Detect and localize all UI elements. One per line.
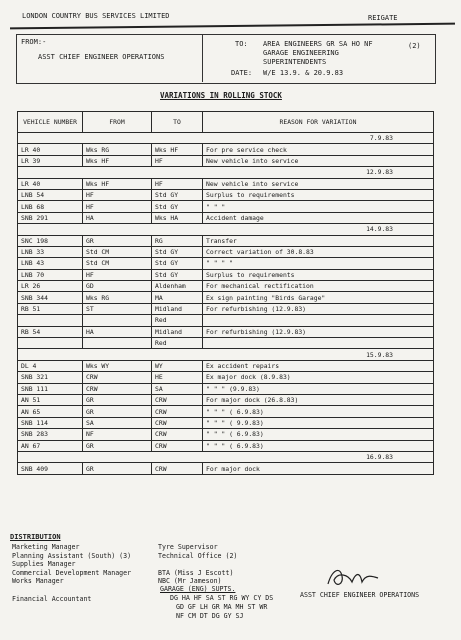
- to-cell: CRW: [152, 440, 203, 451]
- table-row: [18, 201, 434, 212]
- from-cell: HA: [83, 212, 152, 223]
- reason-cell: " " " ( 6.9.83): [203, 406, 434, 417]
- address-box-divider: [202, 34, 203, 82]
- to-line-1: AREA ENGINEERS GR SA HO NF: [263, 40, 373, 48]
- table-row: [18, 394, 434, 405]
- from-cell: [83, 338, 152, 349]
- table-header-row: [18, 112, 434, 133]
- from-cell: ST: [83, 303, 152, 314]
- table-body: [18, 133, 434, 475]
- variations-table: [17, 111, 434, 475]
- reason-cell: " " " ": [203, 258, 434, 269]
- from-cell: GR: [83, 463, 152, 474]
- reason-cell: Ex major dock (8.9.83): [203, 372, 434, 383]
- reason-cell: Surplus to requirements: [203, 269, 434, 280]
- reason-cell: " " " ( 9.9.83): [203, 417, 434, 428]
- reason-cell: For refurbishing (12.9.83): [203, 303, 434, 314]
- reason-cell: [203, 315, 434, 326]
- vehicle-cell: SNC 198: [18, 235, 83, 246]
- from-label: FROM:-: [21, 38, 47, 46]
- date-row: [18, 451, 434, 462]
- table-row: [18, 269, 434, 280]
- to-cell: WY: [152, 360, 203, 371]
- vehicle-cell: LR 40: [18, 178, 83, 189]
- to-cell: CRW: [152, 463, 203, 474]
- date-label: DATE:: [231, 69, 253, 77]
- from-cell: HF: [83, 201, 152, 212]
- distribution-item: Planning Assistant (South) (3): [12, 551, 132, 560]
- vehicle-cell: RB 54: [18, 326, 83, 337]
- to-cell: Wks HF: [152, 144, 203, 155]
- header-to: TO: [152, 112, 203, 133]
- to-cell: Std GY: [152, 258, 203, 269]
- vehicle-cell: LR 26: [18, 281, 83, 292]
- table-row: [18, 338, 434, 349]
- distribution-item: NBC (Mr Jameson): [158, 577, 222, 586]
- to-cell: RG: [152, 235, 203, 246]
- date-row: [18, 224, 434, 235]
- vehicle-cell: LR 40: [18, 144, 83, 155]
- table-row: [18, 258, 434, 269]
- from-cell: HA: [83, 326, 152, 337]
- reason-cell: " " " ( 6.9.83): [203, 440, 434, 451]
- from-cell: Std CM: [83, 258, 152, 269]
- from-cell: HF: [83, 189, 152, 200]
- to-cell: Std GY: [152, 201, 203, 212]
- table-row: [18, 144, 434, 155]
- to-line-2: GARAGE ENGINEERING: [263, 49, 339, 57]
- vehicle-cell: SNB 291: [18, 212, 83, 223]
- table-row: [18, 246, 434, 257]
- from-cell: Wks HF: [83, 178, 152, 189]
- vehicle-cell: DL 4: [18, 360, 83, 371]
- reason-cell: Ex accident repairs: [203, 360, 434, 371]
- handwritten-signature: [322, 562, 382, 592]
- date-cell: 14.9.83: [18, 224, 434, 235]
- distribution-item: Works Manager: [12, 577, 64, 586]
- header-from: FROM: [83, 112, 152, 133]
- distribution-item: Tyre Supervisor: [158, 543, 218, 551]
- table-row: [18, 155, 434, 166]
- table-row: [18, 440, 434, 451]
- reason-cell: New vehicle into service: [203, 155, 434, 166]
- vehicle-cell: AN 65: [18, 406, 83, 417]
- distribution-item: Commercial Development Manager: [12, 568, 132, 577]
- signatory-title: ASST CHIEF ENGINEER OPERATIONS: [300, 591, 420, 599]
- reason-cell: New vehicle into service: [203, 178, 434, 189]
- table-row: [18, 281, 434, 292]
- to-cell: CRW: [152, 417, 203, 428]
- to-cell: CRW: [152, 429, 203, 440]
- vehicle-cell: SNB 283: [18, 429, 83, 440]
- date-cell: 15.9.83: [18, 349, 434, 360]
- date-row: [18, 349, 434, 360]
- to-cell: Wks HA: [152, 212, 203, 223]
- date-row: [18, 133, 434, 144]
- reason-cell: Correct variation of 30.8.83: [203, 246, 434, 257]
- organisation-name: LONDON COUNTRY BUS SERVICES LIMITED: [22, 12, 170, 20]
- from-cell: GR: [83, 235, 152, 246]
- to-cell: CRW: [152, 406, 203, 417]
- from-cell: Wks RG: [83, 292, 152, 303]
- reason-cell: " " " ( 6.9.83): [203, 429, 434, 440]
- table-row: [18, 189, 434, 200]
- reason-cell: For refurbishing (12.9.83): [203, 326, 434, 337]
- to-cell: HE: [152, 372, 203, 383]
- vehicle-cell: AN 51: [18, 394, 83, 405]
- distribution-item: BTA (Miss J Escott): [158, 568, 234, 577]
- vehicle-cell: SNB 114: [18, 417, 83, 428]
- date-value: W/E 13.9. & 20.9.83: [263, 69, 344, 77]
- table-row: [18, 360, 434, 371]
- to-cell: Red: [152, 338, 203, 349]
- vehicle-cell: SNB 321: [18, 372, 83, 383]
- table-row: [18, 212, 434, 223]
- vehicle-cell: SNB 111: [18, 383, 83, 394]
- document-title: VARIATIONS IN ROLLING STOCK: [160, 91, 282, 100]
- vehicle-cell: LNB 68: [18, 201, 83, 212]
- from-cell: CRW: [83, 372, 152, 383]
- to-cell: Std GY: [152, 269, 203, 280]
- header-vehicle: VEHICLE NUMBER: [18, 112, 83, 133]
- to-cell: Red: [152, 315, 203, 326]
- vehicle-cell: RB 51: [18, 303, 83, 314]
- to-cell: CRW: [152, 394, 203, 405]
- from-cell: [83, 315, 152, 326]
- to-cell: HF: [152, 155, 203, 166]
- vehicle-cell: LNB 70: [18, 269, 83, 280]
- vehicle-cell: SNB 344: [18, 292, 83, 303]
- vehicle-cell: LNB 33: [18, 246, 83, 257]
- reason-cell: Surplus to requirements: [203, 189, 434, 200]
- table-row: [18, 383, 434, 394]
- from-cell: Wks HF: [83, 155, 152, 166]
- header-rule: [10, 23, 455, 29]
- distribution-title: DISTRIBUTION: [10, 533, 61, 541]
- from-cell: NF: [83, 429, 152, 440]
- reason-cell: For pre service check: [203, 144, 434, 155]
- from-cell: Wks WY: [83, 360, 152, 371]
- reason-cell: For major dock (26.8.83): [203, 394, 434, 405]
- to-cell: SA: [152, 383, 203, 394]
- reason-cell: Ex sign painting "Birds Garage": [203, 292, 434, 303]
- table-row: [18, 406, 434, 417]
- table-row: [18, 292, 434, 303]
- table-row: [18, 303, 434, 314]
- vehicle-cell: LNB 54: [18, 189, 83, 200]
- reason-cell: " " ": [203, 201, 434, 212]
- reason-cell: [203, 338, 434, 349]
- vehicle-cell: LNB 43: [18, 258, 83, 269]
- reason-cell: Accident damage: [203, 212, 434, 223]
- from-cell: GR: [83, 394, 152, 405]
- date-cell: 7.9.83: [18, 133, 434, 144]
- vehicle-cell: AN 67: [18, 440, 83, 451]
- from-cell: GR: [83, 440, 152, 451]
- to-cell: HF: [152, 178, 203, 189]
- table-row: [18, 235, 434, 246]
- distribution-item: Supplies Manager: [12, 560, 76, 569]
- from-cell: GD: [83, 281, 152, 292]
- table-row: [18, 372, 434, 383]
- date-cell: 16.9.83: [18, 451, 434, 462]
- reason-cell: " " " (9.9.83): [203, 383, 434, 394]
- from-cell: GR: [83, 406, 152, 417]
- distribution-item: Marketing Manager: [12, 543, 80, 551]
- reason-cell: Transfer: [203, 235, 434, 246]
- to-cell: Std GY: [152, 246, 203, 257]
- vehicle-cell: LR 39: [18, 155, 83, 166]
- distribution-item: Financial Accountant: [12, 594, 92, 603]
- to-cell: Std GY: [152, 189, 203, 200]
- location-label: REIGATE: [368, 14, 398, 22]
- table-row: [18, 326, 434, 337]
- date-row: [18, 167, 434, 178]
- to-cell: Midland: [152, 303, 203, 314]
- to-label: TO:: [235, 40, 248, 48]
- vehicle-cell: [18, 338, 83, 349]
- from-name: ASST CHIEF ENGINEER OPERATIONS: [38, 53, 165, 61]
- table-row: [18, 178, 434, 189]
- date-cell: 12.9.83: [18, 167, 434, 178]
- reference-number: (2): [408, 42, 421, 50]
- distribution-item: Technical Office (2): [158, 551, 238, 560]
- reason-cell: For major dock: [203, 463, 434, 474]
- from-cell: Std CM: [83, 246, 152, 257]
- to-cell: Aldenham: [152, 281, 203, 292]
- from-cell: CRW: [83, 383, 152, 394]
- vehicle-cell: SNB 409: [18, 463, 83, 474]
- garage-line-1: DG HA HF SA ST RG WY CY DS: [170, 594, 274, 602]
- to-cell: Midland: [152, 326, 203, 337]
- from-cell: Wks RG: [83, 144, 152, 155]
- table-row: [18, 417, 434, 428]
- to-cell: MA: [152, 292, 203, 303]
- header-reason: REASON FOR VARIATION: [203, 112, 434, 133]
- from-cell: SA: [83, 417, 152, 428]
- table-row: [18, 463, 434, 474]
- garage-line-2: GD GF LH GR MA MH ST WR: [176, 603, 268, 611]
- table-row: [18, 429, 434, 440]
- garage-line-3: NF CM DT DG GY SJ: [176, 612, 244, 620]
- vehicle-cell: [18, 315, 83, 326]
- table-row: [18, 315, 434, 326]
- reason-cell: For mechanical rectification: [203, 281, 434, 292]
- to-line-3: SUPERINTENDENTS: [263, 58, 327, 66]
- from-cell: HF: [83, 269, 152, 280]
- garage-title: GARAGE (ENG) SUPTS.: [160, 585, 236, 593]
